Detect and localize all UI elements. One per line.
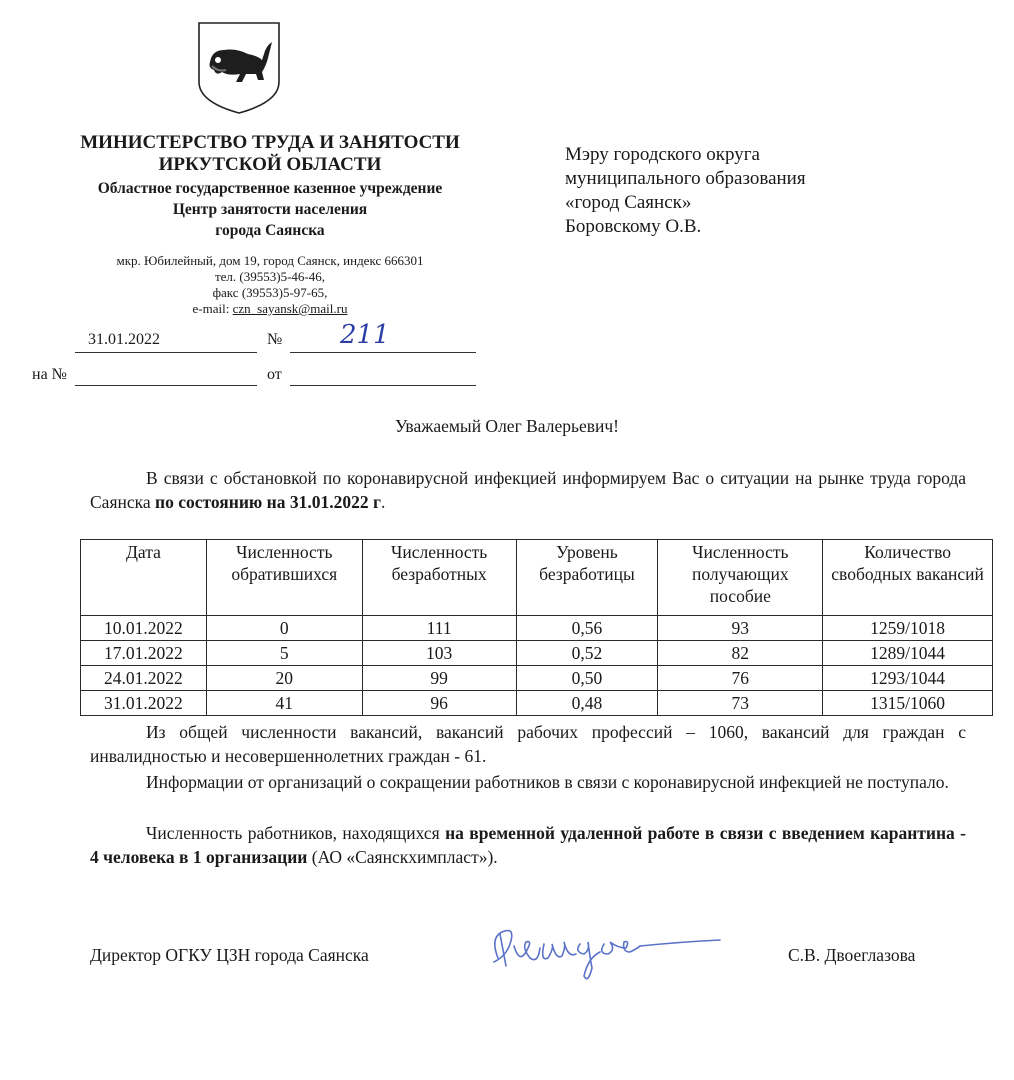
table-row [81, 666, 993, 691]
labor-market-table [80, 539, 993, 716]
cell-rate: 0,48 [516, 691, 658, 716]
cell-benefit: 93 [658, 616, 823, 641]
cell-vacancies: 1259/1018 [823, 616, 993, 641]
cell-benefit: 76 [658, 666, 823, 691]
ref-number-label: на № [32, 366, 67, 383]
cell-vacancies: 1293/1044 [823, 666, 993, 691]
cell-applicants: 20 [206, 666, 362, 691]
cell-rate: 0,50 [516, 666, 658, 691]
cell-benefit: 82 [658, 641, 823, 666]
email-link[interactable]: czn_sayansk@mail.ru [232, 301, 348, 316]
ministry-name [40, 132, 500, 176]
institution-name [40, 178, 500, 241]
institution-line-2: Центр занятости населения [172, 201, 368, 218]
fax: факс (39553)5-97-65, [212, 285, 328, 300]
table-row [81, 616, 993, 641]
recipient-line-3: «город Саянск» [565, 192, 692, 213]
remote-work-text: Численность работников, находящихся [146, 823, 446, 843]
cell-unemployed: 99 [362, 666, 516, 691]
cell-vacancies: 1289/1044 [823, 641, 993, 666]
cell-applicants: 0 [206, 616, 362, 641]
cell-date: 10.01.2022 [81, 616, 207, 641]
cell-unemployed: 103 [362, 641, 516, 666]
col-header-unemployed: Численность безработных [362, 540, 516, 616]
institution-line-3: города Саянска [215, 222, 325, 239]
vacancies-paragraph [90, 720, 966, 768]
table-header-row [81, 540, 993, 616]
cell-date: 17.01.2022 [81, 641, 207, 666]
cell-benefit: 73 [658, 691, 823, 716]
from-label: от [267, 366, 282, 383]
signatory-title: Директор ОГКУ ЦЗН города Саянска [90, 945, 369, 965]
intro-bold: по состоянию на 31.01.2022 г [155, 492, 381, 512]
number-label: № [267, 331, 283, 348]
cell-unemployed: 96 [362, 691, 516, 716]
ref-number-underline [75, 385, 257, 386]
table-row [81, 691, 993, 716]
layoffs-paragraph [90, 770, 966, 794]
cell-date: 24.01.2022 [81, 666, 207, 691]
date-underline [75, 352, 257, 353]
phone: тел. (39553)5-46-46, [214, 269, 325, 284]
cell-rate: 0,52 [516, 641, 658, 666]
address: мкр. Юбилейный, дом 19, город Саянск, индекс 666301 [116, 253, 424, 268]
intro-paragraph [90, 466, 966, 514]
intro-end: . [380, 492, 386, 512]
handwritten-signature-icon [480, 918, 730, 988]
cell-date: 31.01.2022 [81, 691, 207, 716]
contact-block [60, 253, 480, 317]
table-row [81, 641, 993, 666]
col-header-date: Дата [81, 540, 207, 616]
cell-applicants: 5 [206, 641, 362, 666]
cell-unemployed: 111 [362, 616, 516, 641]
col-header-vacancies: Количество свободных вакансий [823, 540, 993, 616]
signatory-name: С.В. Двоеглазова [788, 945, 916, 965]
cell-applicants: 41 [206, 691, 362, 716]
remote-work-bold: на временной удаленной работе в связи с введением карантина - 4 человека в 1 организации [90, 823, 966, 867]
layoffs-text: Информации от организаций о сокращении работников в связи с коронавирусной инфекцией не поступало. [146, 772, 949, 792]
email-label: e-mail: [192, 301, 233, 316]
recipient-block [565, 143, 806, 239]
intro-text: В связи с обстановкой по коронавирусной инфекцией информируем Вас о ситуации на рынке труда города Саянска [90, 468, 966, 512]
institution-line-1: Областное государственное казенное учреждение [97, 180, 443, 197]
recipient-line-1: Мэру городского округа [565, 144, 760, 165]
recipient-line-4: Боровскому О.В. [565, 216, 702, 237]
coat-of-arms-icon [196, 20, 282, 116]
remote-work-end: (АО «Саянскхимпласт»). [307, 847, 498, 867]
handwritten-number: 211 [340, 320, 390, 350]
email-line [60, 301, 480, 317]
outgoing-date: 31.01.2022 [88, 331, 160, 348]
greeting: Уважаемый Олег Валерьевич! [395, 416, 619, 436]
col-header-benefit-recipients: Численность получающих пособие [658, 540, 823, 616]
col-header-applicants: Численность обратившихся [206, 540, 362, 616]
ministry-line-2: ИРКУТСКОЙ ОБЛАСТИ [158, 154, 382, 175]
col-header-unemployment-rate: Уровень безработицы [516, 540, 658, 616]
from-underline [290, 385, 476, 386]
number-underline [290, 352, 476, 353]
recipient-line-2: муниципального образования [565, 168, 806, 189]
remote-work-paragraph [90, 821, 966, 869]
vacancies-text: Из общей численности вакансий, вакансий рабочих профессий – 1060, вакансий для граждан с инвалидностью и несовершеннолетних граждан - 61. [90, 722, 966, 766]
cell-vacancies: 1315/1060 [823, 691, 993, 716]
ministry-line-1: МИНИСТЕРСТВО ТРУДА И ЗАНЯТОСТИ [80, 132, 460, 153]
cell-rate: 0,56 [516, 616, 658, 641]
